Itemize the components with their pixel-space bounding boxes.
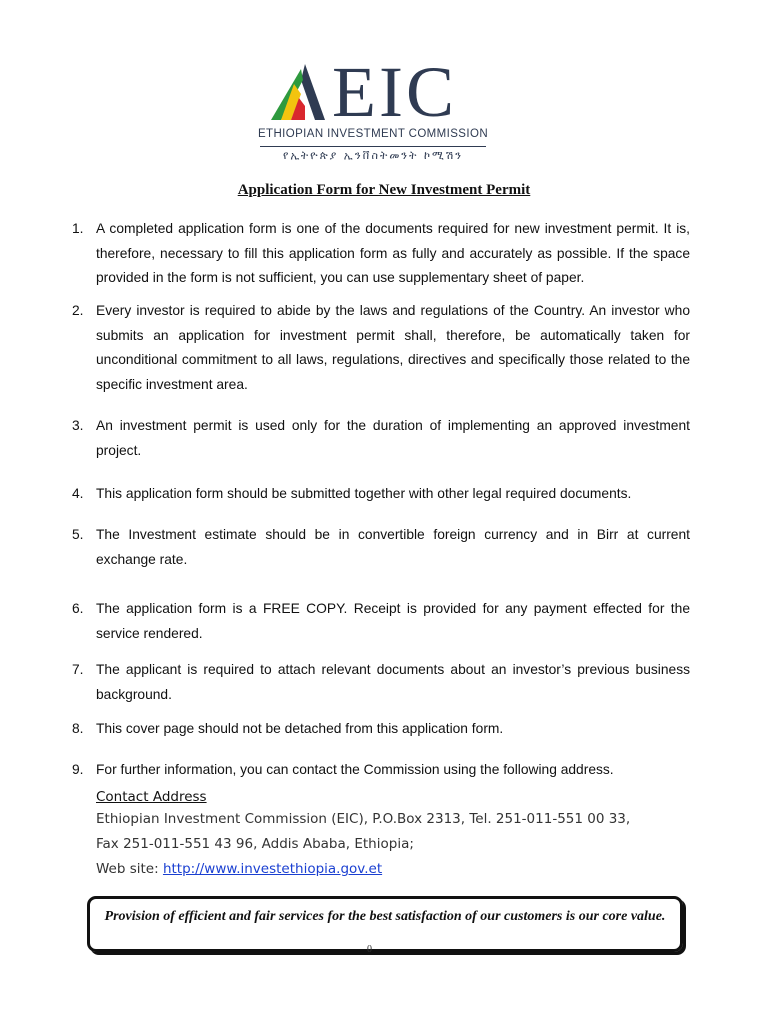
item-text: A completed application form is one of the documents required for new investment permit. It is, therefore, necessary to fill this application form as fully and accurately as possible. If the space provided in the form is not sufficient, you can use supplementary sheet of paper. bbox=[96, 221, 690, 285]
item-number: 7. bbox=[72, 662, 84, 677]
item-text: This application form should be submitted together with other legal required documents. bbox=[96, 486, 632, 501]
core-value-statement: Provision of efficient and fair services for the best satisfaction of our customers is our core value. bbox=[104, 909, 666, 924]
list-item bbox=[72, 717, 690, 742]
logo-letters: EIC bbox=[332, 52, 457, 132]
item-text: For further information, you can contact the Commission using the following address. bbox=[96, 762, 614, 777]
item-text: An investment permit is used only for the duration of implementing an approved investment project. bbox=[96, 418, 690, 458]
logo-organization-name: ETHIOPIAN INVESTMENT COMMISSION bbox=[257, 128, 489, 140]
item-text: This cover page should not be detached from this application form. bbox=[96, 721, 504, 736]
page-title: Application Form for New Investment Permit bbox=[237, 182, 531, 198]
eic-chevron-logo-icon bbox=[261, 64, 325, 122]
contact-line-phone: Ethiopian Investment Commission (EIC), P.O.Box 2313, Tel. 251-011-551 00 33, bbox=[96, 811, 631, 827]
item-number: 5. bbox=[72, 527, 84, 542]
list-item bbox=[72, 482, 690, 507]
core-value-box bbox=[87, 896, 683, 952]
contact-line-fax: Fax 251-011-551 43 96, Addis Ababa, Ethiopia; bbox=[96, 836, 414, 852]
eic-logo bbox=[256, 52, 490, 164]
item-text: The application form is a FREE COPY. Receipt is provided for any payment effected for the service rendered. bbox=[96, 601, 690, 641]
item-number: 9. bbox=[72, 762, 84, 777]
contact-heading: Contact Address bbox=[96, 789, 207, 805]
item-number: 2. bbox=[72, 303, 84, 318]
list-item bbox=[72, 299, 690, 397]
item-number: 6. bbox=[72, 601, 84, 616]
list-item bbox=[72, 658, 690, 707]
page-number: 0 bbox=[367, 944, 372, 955]
logo-amharic-name: የኢትዮጵያ ኢንቨስትመንት ኮሚሽን bbox=[260, 146, 486, 163]
item-number: 4. bbox=[72, 486, 84, 501]
item-text: Every investor is required to abide by the laws and regulations of the Country. An investor who submits an application for investment permit shall, therefore, be automatically taken for unconditional commitment to all laws, regulations, directives and specifically those related to the specific investment area. bbox=[96, 303, 690, 392]
website-link[interactable]: http://www.investethiopia.gov.et bbox=[162, 861, 383, 877]
item-number: 8. bbox=[72, 721, 84, 736]
list-item bbox=[72, 414, 690, 463]
item-number: 3. bbox=[72, 418, 84, 433]
item-text: The Investment estimate should be in convertible foreign currency and in Birr at current exchange rate. bbox=[96, 527, 690, 567]
contact-line-website bbox=[96, 857, 696, 882]
list-item bbox=[72, 523, 690, 572]
item-number: 1. bbox=[72, 221, 84, 236]
contact-address bbox=[96, 787, 696, 882]
list-item bbox=[72, 597, 690, 646]
website-label: Web site: bbox=[96, 861, 163, 877]
list-item bbox=[72, 758, 690, 783]
item-text: The applicant is required to attach relevant documents about an investor’s previous business background. bbox=[96, 662, 690, 702]
list-item bbox=[72, 217, 690, 291]
